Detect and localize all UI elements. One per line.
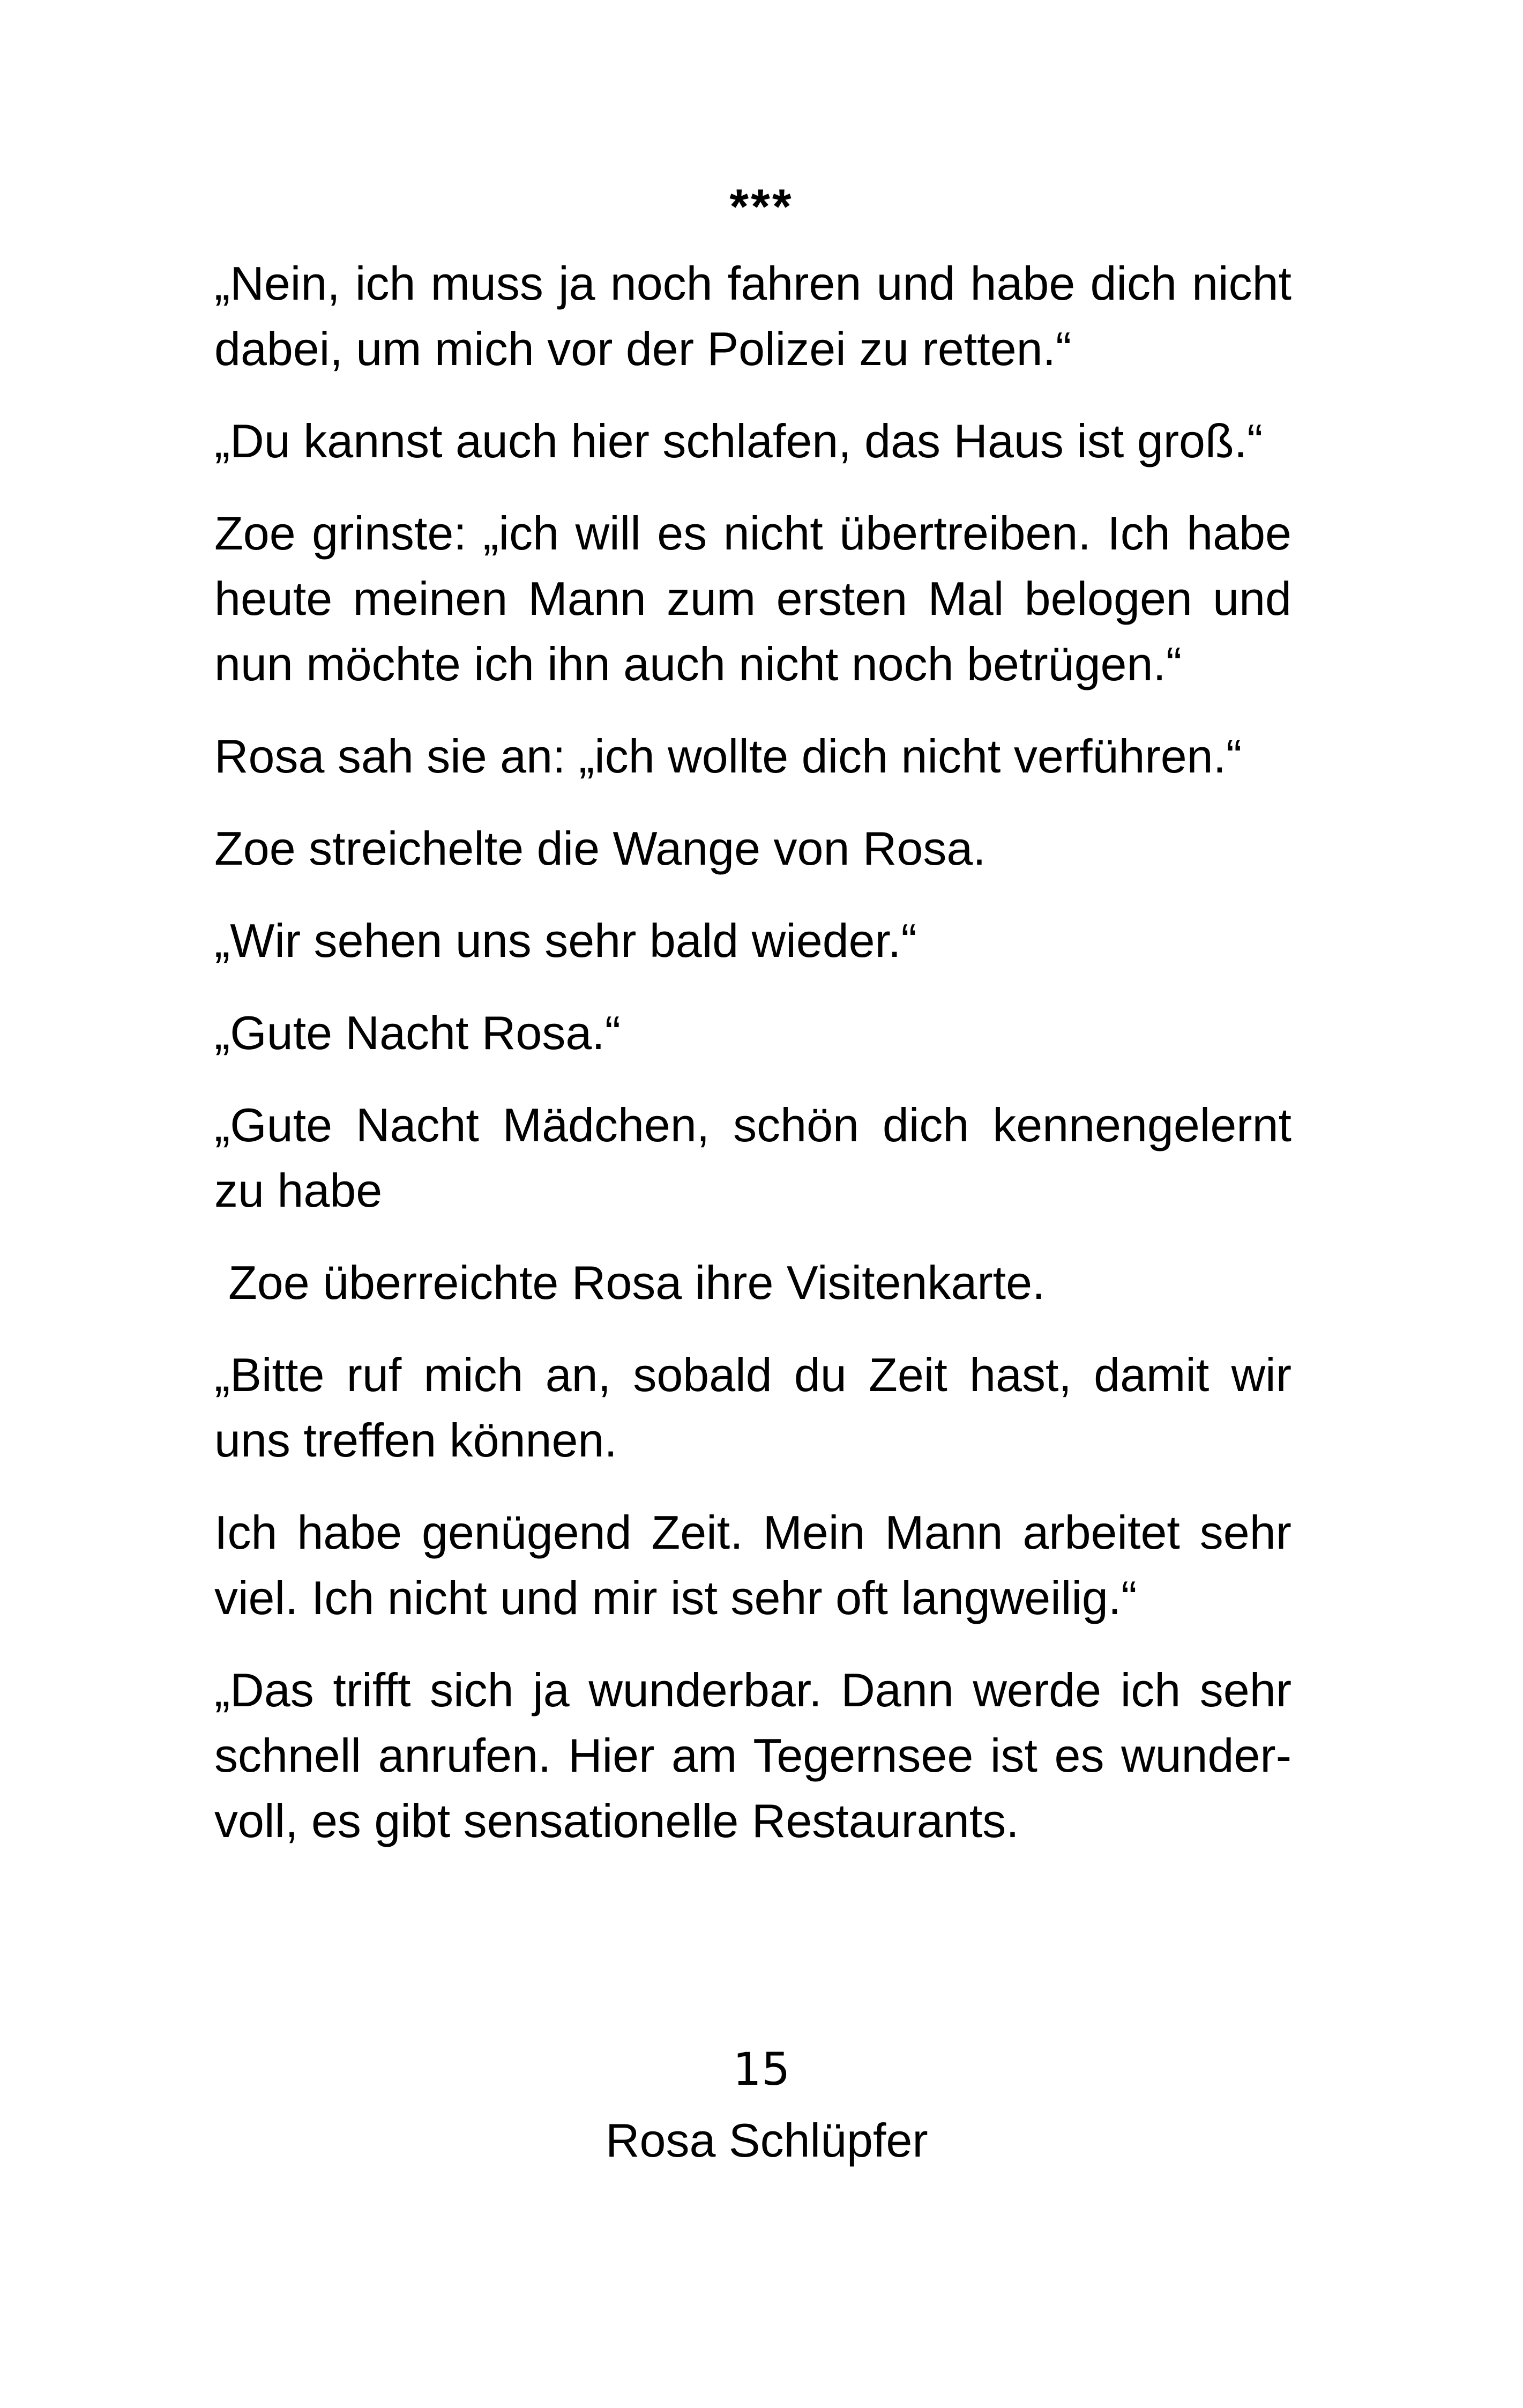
paragraph: „Bitte ruf mich an, sobald du Zeit hast, damit wir uns treffen können.: [214, 1348, 1291, 1467]
paragraph: „Du kannst auch hier schlafen, das Haus ist groß.“: [214, 414, 1263, 467]
section-separator: ***: [729, 180, 794, 234]
paragraph: „Wir sehen uns sehr bald wieder.“: [214, 914, 917, 967]
paragraph: „Gute Nacht Rosa.“: [214, 1006, 621, 1059]
paragraph: Ich habe genügend Zeit. Mein Mann arbeitet sehr viel. Ich nicht und mir ist sehr oft langweilig.“: [214, 1506, 1291, 1624]
footer-book-title: Rosa Schlüpfer: [606, 2114, 928, 2167]
page-number: 15: [733, 2043, 790, 2095]
paragraph: „Gute Nacht Mädchen, schön dich kennengelernt zu habe: [214, 1098, 1291, 1217]
paragraph: Zoe überreichte Rosa ihre Visitenkarte.: [228, 1256, 1046, 1309]
body-text: [214, 251, 1291, 1881]
paragraph: Zoe grinste: „ich will es nicht übertreiben. Ich habe heute meinen Mann zum ersten Mal belogen und nun möchte ich ihn auch nicht noch betrügen.“: [214, 507, 1291, 690]
paragraph: „Nein, ich muss ja noch fahren und habe dich nicht dabei, um mich vor der Polizei zu retten.“: [214, 257, 1291, 375]
paragraph: Zoe streichelte die Wange von Rosa.: [214, 822, 986, 875]
paragraph: „Das trifft sich ja wunderbar. Dann werde ich sehr schnell anrufen. Hier am Tegernsee ist es wunder-voll, es gibt sensationelle Restaurants.: [214, 1663, 1291, 1847]
paragraph: Rosa sah sie an: „ich wollte dich nicht verführen.“: [214, 730, 1242, 783]
